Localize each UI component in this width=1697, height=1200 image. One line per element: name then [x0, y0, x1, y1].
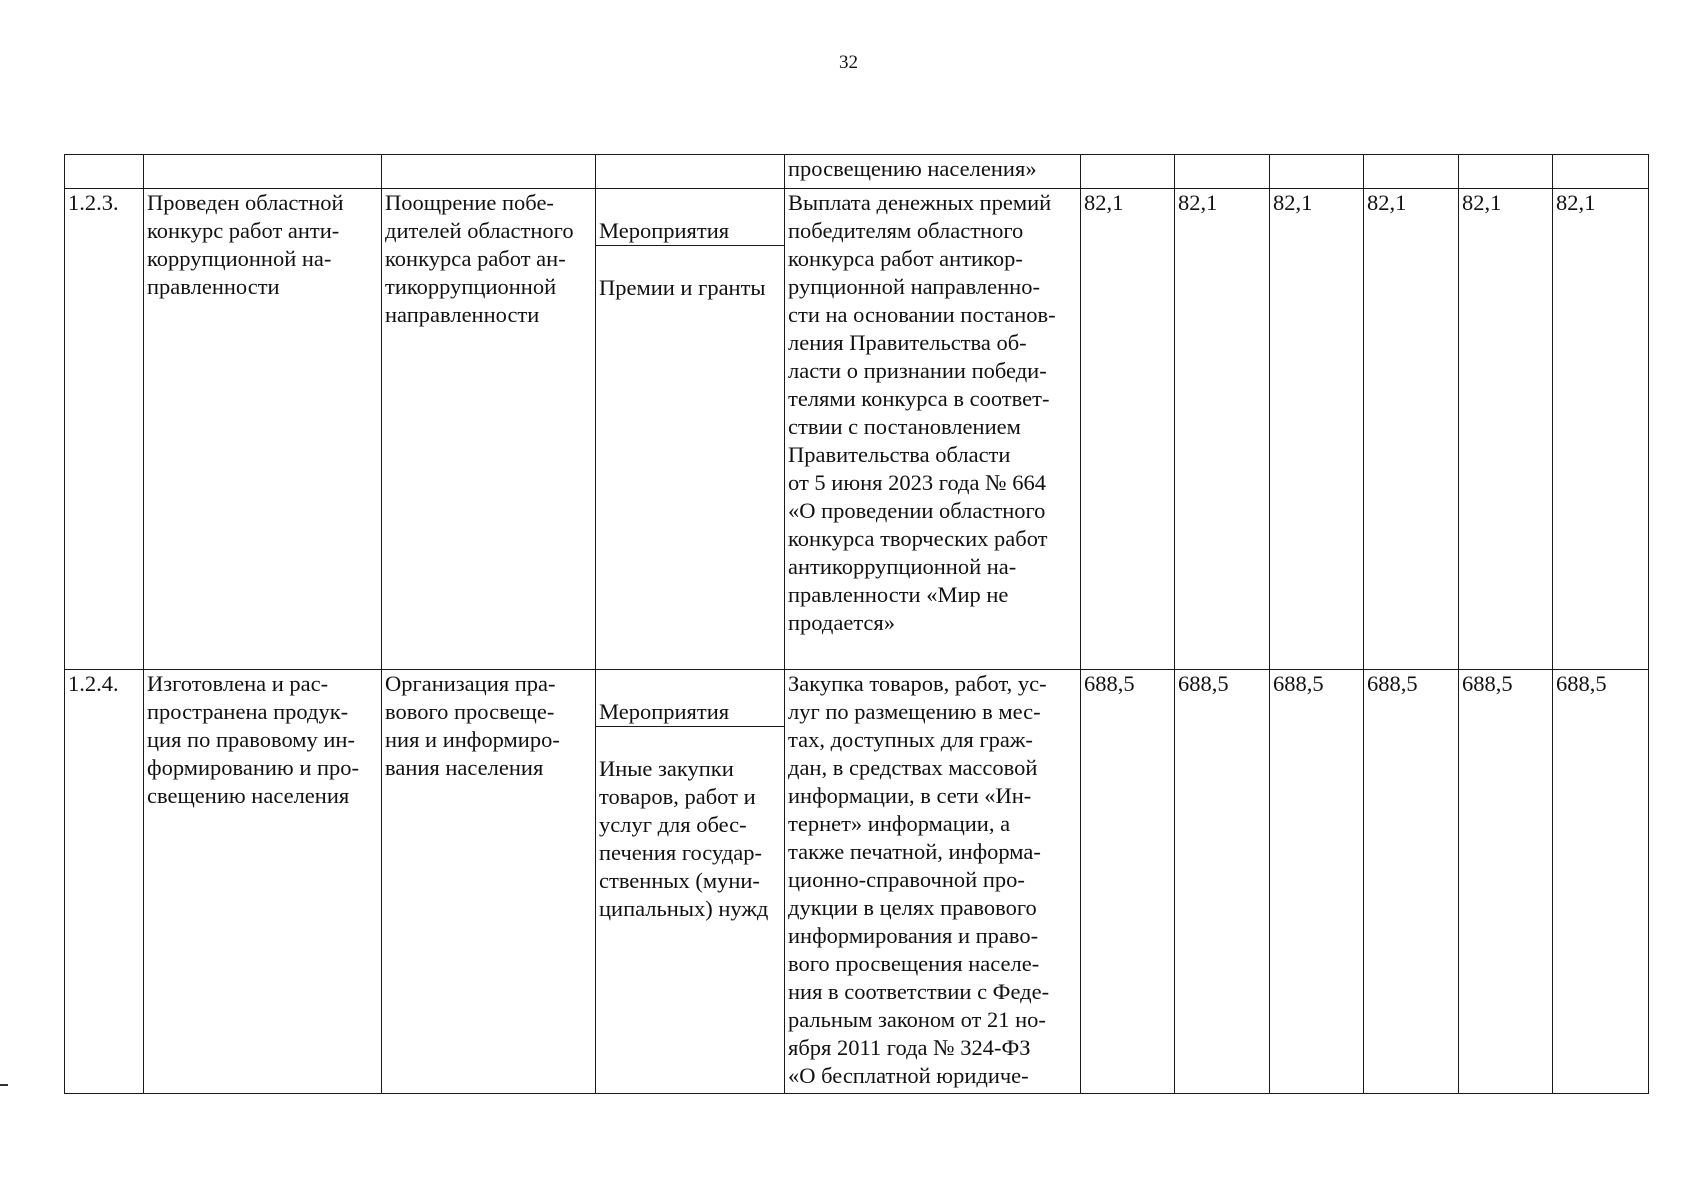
row-number: 1.2.4.	[65, 670, 144, 1094]
table-cell	[1081, 155, 1175, 189]
value-cell: 82,1	[1175, 189, 1270, 670]
event-cell: Организация пра- вового просвеще- ния и информиро- вания населения	[382, 670, 596, 1094]
event-cell: Поощрение побе- дителей областного конкурса работ ан- тикоррупционной направленности	[382, 189, 596, 670]
table-cell	[1364, 155, 1459, 189]
description-cell: просвещению населения»	[785, 155, 1081, 189]
expense-type-detail: Иные закупки товаров, работ и услуг для обес- печения государ- ственных (муни- ципальных) нужд	[599, 756, 769, 921]
value-cell: 688,5	[1553, 670, 1649, 1094]
value-cell: 688,5	[1081, 670, 1175, 1094]
continuation-row	[65, 155, 1649, 189]
expense-type-detail: Премии и гранты	[599, 275, 766, 300]
value-cell: 82,1	[1459, 189, 1553, 670]
table-cell	[1459, 155, 1553, 189]
description-cell: Выплата денежных премий победителям областного конкурса работ антикор- рупционной направленно- сти на основании постанов- ления Правительства об- ласти о признании победи- телями конкурса в соответ- ствии с постановлением Правительства области от 5 июня 2023 года № 664 «О проведении областного конкурса творческих работ антикоррупционной на- правленности «Мир не продается»	[785, 189, 1081, 670]
value-cell: 82,1	[1081, 189, 1175, 670]
table-cell	[1270, 155, 1364, 189]
expense-type-cell	[596, 189, 785, 670]
table-cell	[65, 155, 144, 189]
expense-type-header: Мероприятия	[596, 698, 784, 727]
result-cell: Изготовлена и рас- пространена продук- ция по правовому ин- формированию и про- свещению населения	[144, 670, 382, 1094]
value-cell: 82,1	[1270, 189, 1364, 670]
value-cell: 82,1	[1553, 189, 1649, 670]
table-cell	[1175, 155, 1270, 189]
value-cell: 688,5	[1459, 670, 1553, 1094]
budget-table	[64, 154, 1649, 1094]
value-cell: 688,5	[1270, 670, 1364, 1094]
expense-type-cell	[596, 670, 785, 1094]
margin-mark	[0, 1084, 8, 1086]
value-cell: 688,5	[1364, 670, 1459, 1094]
table-cell	[1553, 155, 1649, 189]
result-cell: Проведен областной конкурс работ анти- коррупционной на- правленности	[144, 189, 382, 670]
value-cell: 688,5	[1175, 670, 1270, 1094]
table-cell	[382, 155, 596, 189]
expense-type-header: Мероприятия	[596, 217, 784, 246]
page-number: 32	[839, 52, 858, 73]
description-cell: Закупка товаров, работ, ус- луг по размещению в мес- тах, доступных для граж- дан, в средствах массовой информации, в сети «Ин- тернет» информации, а также печатной, информа- ционно-справочной про- дукции в целях правового информирования и право- вого просвещения населе- ния в соответствии с Феде- ральным законом от 21 но- ября 2011 года № 324-ФЗ «О бесплатной юридиче-	[785, 670, 1081, 1094]
table-row	[65, 189, 1649, 670]
table-cell	[596, 155, 785, 189]
table-cell	[144, 155, 382, 189]
table-row	[65, 670, 1649, 1094]
value-cell: 82,1	[1364, 189, 1459, 670]
row-number: 1.2.3.	[65, 189, 144, 670]
